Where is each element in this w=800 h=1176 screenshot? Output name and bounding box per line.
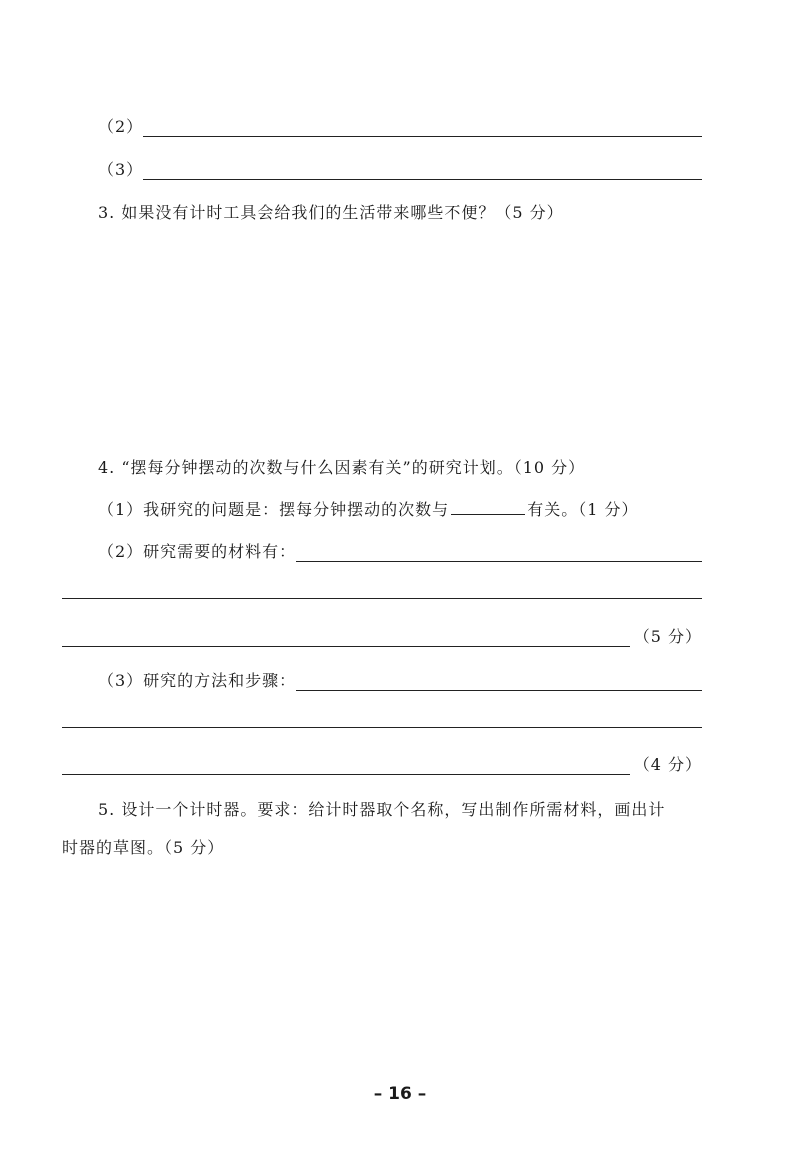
- answer-line-item-3: [98, 157, 702, 180]
- question-4-title: 4. “摆每分钟摆动的次数与什么因素有关”的研究计划。（10 分）: [98, 458, 586, 477]
- part-3-rule-2[interactable]: [62, 727, 702, 728]
- part-3-last-line: [62, 752, 702, 775]
- part-1-prefix: （1）我研究的问题是：摆每分钟摆动的次数与: [98, 500, 450, 519]
- answer-rule-item-3[interactable]: [143, 163, 702, 180]
- part-1-suffix: 有关。（1 分）: [527, 500, 639, 519]
- question-4-part-3: [98, 668, 702, 691]
- question-5-line-1: 5. 设计一个计时器。要求：给计时器取个名称，写出制作所需材料，画出计: [98, 800, 666, 819]
- question-5-answer-area[interactable]: [62, 870, 702, 1060]
- question-4-part-1: [98, 497, 638, 520]
- part-2-rule-3[interactable]: [62, 630, 630, 647]
- part-3-score: （4 分）: [633, 755, 702, 774]
- question-3: 3. 如果没有计时工具会给我们的生活带来哪些不便？（5 分）: [98, 203, 564, 222]
- question-4-part-2: [98, 539, 702, 562]
- part-2-rule-1[interactable]: [296, 545, 702, 562]
- question-3-answer-area[interactable]: [62, 230, 702, 445]
- part-2-score: （5 分）: [633, 627, 702, 646]
- item-2-label: （2）: [98, 117, 144, 136]
- page-number: – 16 –: [373, 1084, 427, 1104]
- answer-rule-item-2[interactable]: [143, 120, 702, 137]
- part-1-blank[interactable]: [451, 500, 525, 515]
- part-3-rule-1[interactable]: [296, 674, 702, 691]
- answer-line-item-2: [98, 114, 702, 137]
- part-2-label: （2）研究需要的材料有：: [98, 542, 297, 561]
- part-2-last-line: [62, 624, 702, 647]
- part-3-label: （3）研究的方法和步骤：: [98, 671, 297, 690]
- question-5-line-2: 时器的草图。（5 分）: [62, 838, 225, 857]
- part-2-rule-2[interactable]: [62, 598, 702, 599]
- item-3-label: （3）: [98, 160, 144, 179]
- part-3-rule-3[interactable]: [62, 758, 630, 775]
